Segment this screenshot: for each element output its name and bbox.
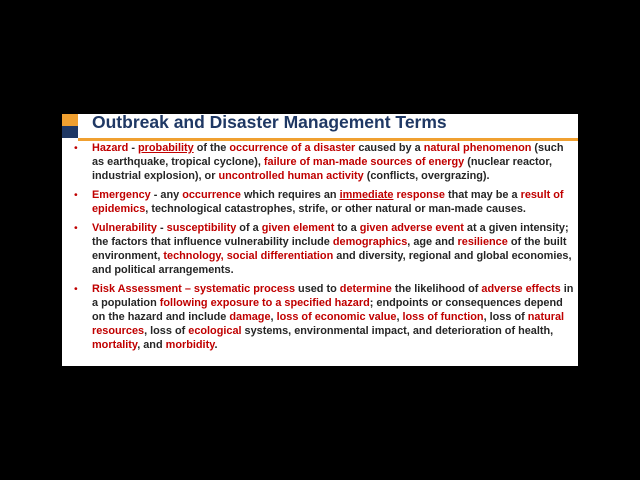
slide: [62, 114, 578, 366]
text-run: - any: [150, 189, 183, 201]
bullet-marker: •: [74, 283, 78, 295]
term-highlight: adverse effects: [481, 283, 561, 295]
text-run: ,: [396, 311, 403, 323]
text-run: , technological catastrophes, strife, or other natural or man-made causes.: [145, 203, 526, 215]
slide-title: Outbreak and Disaster Management Terms: [92, 114, 447, 132]
text-run: in a population: [92, 283, 574, 309]
text-run: -: [156, 222, 167, 234]
term-highlight: Emergency: [92, 189, 151, 201]
text-run: of the built environment,: [92, 236, 567, 262]
text-run: of a: [236, 222, 262, 234]
term-highlight: susceptibility: [166, 222, 237, 234]
term-highlight: resilience: [457, 236, 508, 248]
text-run: .: [214, 339, 218, 351]
term-highlight: probability: [138, 142, 194, 154]
term-highlight: immediate: [339, 189, 394, 201]
text-run: of the: [193, 142, 230, 154]
text-run: that may be a: [444, 189, 521, 201]
text-run: and diversity, regional and global economies, and political arrangements.: [92, 250, 572, 276]
text-run: -: [128, 142, 139, 154]
term-highlight: failure of man-made sources of energy: [263, 156, 465, 168]
text-run: to a: [334, 222, 360, 234]
text-run: , loss of: [483, 311, 528, 323]
text-run: , age and: [407, 236, 458, 248]
text-run: systems, environmental impact, and deterioration of health,: [241, 325, 554, 337]
term-highlight: uncontrolled human activity: [218, 170, 364, 182]
term-highlight: Vulnerability: [92, 222, 157, 234]
text-run: used to: [295, 283, 340, 295]
bullet-text: [92, 141, 574, 183]
text-run: ; endpoints or consequences depend on the hazard and include: [92, 297, 563, 323]
text-run: at a given intensity; the factors that influence vulnerability include: [92, 222, 569, 248]
term-highlight: loss of function: [402, 311, 484, 323]
term-highlight: occurrence: [182, 189, 241, 201]
term-highlight: result of epidemics: [92, 189, 564, 215]
text-run: , loss of: [144, 325, 189, 337]
navy-accent-square: [62, 126, 78, 138]
orange-accent-square: [62, 114, 78, 126]
bullet-marker: •: [74, 142, 78, 154]
term-highlight: natural phenomenon: [423, 142, 532, 154]
text-run: the likelihood of: [391, 283, 482, 295]
term-highlight: occurrence of a disaster: [229, 142, 356, 154]
bullet-item-hazard: [66, 141, 574, 183]
text-run: (such as earthquake, tropical cyclone),: [92, 142, 564, 168]
term-highlight: technology, social differentiation: [163, 250, 334, 262]
bullet-item-emergency: [66, 188, 574, 216]
text-run: which requires an: [240, 189, 340, 201]
term-highlight: given element: [261, 222, 335, 234]
term-highlight: Risk Assessment – systematic process: [92, 283, 296, 295]
bullet-list: [66, 141, 574, 357]
bullet-text: [92, 221, 574, 277]
term-highlight: ecological: [188, 325, 242, 337]
bullet-text: [92, 282, 574, 352]
bullet-item-vulnerability: [66, 221, 574, 277]
term-highlight: loss of economic value: [276, 311, 397, 323]
term-highlight: natural resources: [92, 311, 565, 337]
term-highlight: response: [396, 189, 445, 201]
text-run: (conflicts, overgrazing).: [363, 170, 490, 182]
term-highlight: following exposure to a specified hazard: [159, 297, 370, 309]
text-run: caused by a: [355, 142, 424, 154]
bullet-marker: •: [74, 222, 78, 234]
term-highlight: determine: [339, 283, 392, 295]
term-highlight: given adverse event: [359, 222, 464, 234]
bullet-marker: •: [74, 189, 78, 201]
term-highlight: damage: [229, 311, 271, 323]
text-run: (nuclear reactor, industrial explosion), or: [92, 156, 553, 182]
text-run: , and: [137, 339, 166, 351]
term-highlight: mortality: [92, 339, 138, 351]
bullet-item-risk-assessment: [66, 282, 574, 352]
term-highlight: Hazard: [92, 142, 129, 154]
term-highlight: demographics: [332, 236, 408, 248]
bullet-text: [92, 188, 574, 216]
term-highlight: morbidity: [165, 339, 215, 351]
text-run: ,: [270, 311, 277, 323]
